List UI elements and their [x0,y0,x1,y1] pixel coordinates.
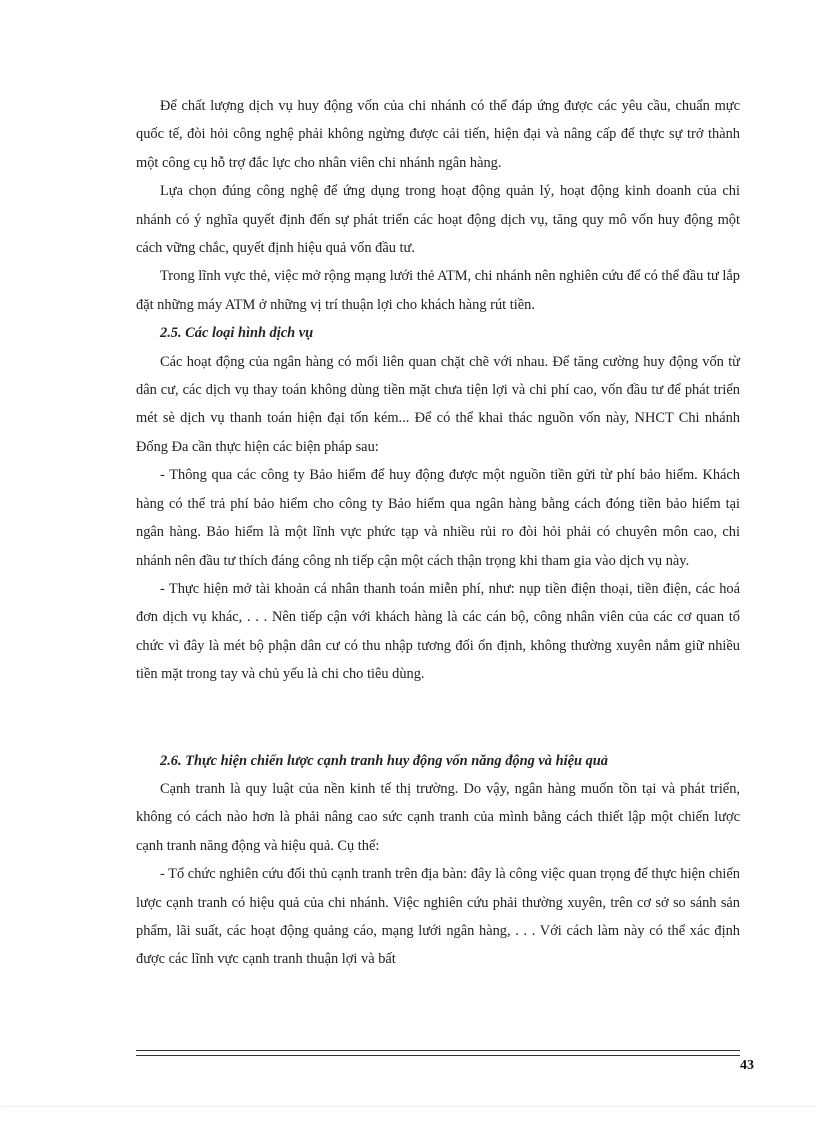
paragraph: - Thông qua các công ty Bảo hiểm để huy động được một nguồn tiền gửi từ phí bảo hiểm. Khách hàng có thể trả phí bảo hiểm cho công ty Bảo hiểm qua ngân hàng bằng cách đóng tiền bảo hiểm tại ngân hàng. Bảo hiểm là một lĩnh vực phức tạp và nhiều rủi ro đòi hỏi phải có chuyên môn cao, chi nhánh nên đầu tư thích đáng công nh tiếp cận một cách thận trọng khi tham gia vào dịch vụ này. [136,467,740,569]
paragraph: Lựa chọn đúng công nghệ để ứng dụng trong hoạt động quản lý, hoạt động kinh doanh của chi nhánh có ý nghĩa quyết định đến sự phát triển các hoạt động dịch vụ, tăng quy mô vốn huy động một cách vững chắc, quyết định hiệu quả vốn đầu tư. [136,183,740,257]
paragraph: - Tổ chức nghiên cứu đối thủ cạnh tranh trên địa bàn: đây là công việc quan trọng để thực hiện chiến lược cạnh tranh có hiệu quả của chi nhánh. Việc nghiên cứu phải thường xuyên, trên cơ sở so sánh sản phẩm, lãi suất, các hoạt động quảng cáo, mạng lưới ngân hàng, . . . Với cách làm này có thể xác định được các lĩnh vực cạnh tranh thuận lợi và bất [136,866,740,968]
page-bottom-dotted-line [0,1106,816,1107]
page-number: 43 [740,1058,754,1073]
section-heading-2-5: 2.5. Các loại hình dịch vụ [160,325,314,342]
paragraph: Để chất lượng dịch vụ huy động vốn của chi nhánh có thể đáp ứng được các yêu cầu, chuẩn mực quốc tế, đòi hỏi công nghệ phải không ngừng được cải tiến, hiện đại và nâng cấp để thực sự trở thành một công cụ hỗ trợ đắc lực cho nhân viên chi nhánh ngân hàng. [136,98,740,171]
paragraph: Các hoạt động của ngân hàng có mối liên quan chặt chẽ với nhau. Để tăng cường huy động vốn từ dân cư, các dịch vụ thay toán không dùng tiền mặt chưa tiện lợi và chi phí cao, vốn đầu tư để phát triển mét sè dịch vụ thanh toán hiện đại tốn kém... Để có thể khai thác nguồn vốn này, NHCT Chi nhánh Đống Đa cần thực hiện các biện pháp sau: [136,353,740,455]
section-heading-2-6: 2.6. Thực hiện chiến lược cạnh tranh huy động vốn năng động và hiệu quả [160,752,608,769]
paragraph: Trong lĩnh vực thẻ, việc mở rộng mạng lưới thẻ ATM, chi nhánh nên nghiên cứu để có thể đầu tư lắp đặt những máy ATM ở những vị trí thuận lợi cho khách hàng rút tiền. [136,268,740,313]
paragraph: - Thực hiện mở tài khoản cá nhân thanh toán miễn phí, như: nụp tiền điện thoại, tiền điện, các hoá đơn dịch vụ khác, . . . Nên tiếp cận với khách hàng là các cán bộ, công nhân viên của các cơ quan tổ chức vì đây là mét bộ phận dân cư có thu nhập tương đối ổn định, không thường xuyên nắm giữ nhiều tiền mặt trong tay và chủ yếu là chi cho tiêu dùng. [136,580,740,683]
footer-double-rule [136,1050,740,1056]
paragraph: Cạnh tranh là quy luật của nền kinh tế thị trường. Do vậy, ngân hàng muốn tồn tại và phát triển, không có cách nào hơn là phải nâng cao sức cạnh tranh của mình bằng cách thiết lập một chiến lược cạnh tranh năng động và hiệu quả. Cụ thể: [136,780,740,854]
page-body [136,92,740,974]
vertical-spacer [136,689,740,747]
